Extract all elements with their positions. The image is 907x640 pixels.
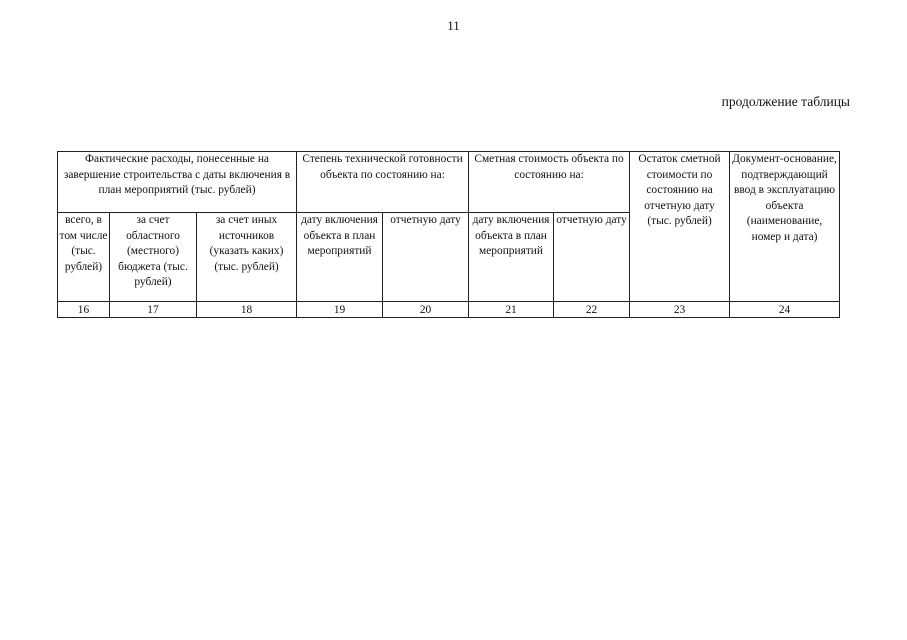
header-cost-inclusion-date: дату включения объекта в план мероприятий <box>469 213 554 302</box>
header-actual-expenses: Фактические расходы, понесенные на завершение строительства с даты включения в план мероприятий (тыс. рублей) <box>58 152 297 213</box>
column-number: 18 <box>197 302 297 318</box>
header-row-groups <box>58 152 840 213</box>
report-table <box>57 151 840 318</box>
header-estimated-cost: Сметная стоимость объекта по состоянию на: <box>469 152 630 213</box>
header-other-sources: за счет иных источников (указать каких) (тыс. рублей) <box>197 213 297 302</box>
page-number: 11 <box>447 18 460 33</box>
column-number: 16 <box>58 302 110 318</box>
header-cost-report-date: отчетную дату <box>554 213 630 302</box>
column-number: 17 <box>110 302 197 318</box>
header-remaining-cost: Остаток сметной стоимости по состоянию на отчетную дату (тыс. рублей) <box>630 152 730 302</box>
header-readiness-inclusion-date: дату включения объекта в план мероприятий <box>297 213 383 302</box>
header-readiness-report-date: отчетную дату <box>383 213 469 302</box>
column-number: 19 <box>297 302 383 318</box>
column-number: 24 <box>730 302 840 318</box>
column-number: 22 <box>554 302 630 318</box>
header-regional-budget: за счет областного (местного) бюджета (тыс. рублей) <box>110 213 197 302</box>
header-technical-readiness: Степень технической готовности объекта по состоянию на: <box>297 152 469 213</box>
column-number-row <box>58 302 840 318</box>
header-commissioning-document: Документ-основание, подтверждающий ввод в эксплуатацию объекта (наименование, номер и дата) <box>730 152 840 302</box>
header-total: всего, в том числе (тыс. рублей) <box>58 213 110 302</box>
column-number: 23 <box>630 302 730 318</box>
column-number: 20 <box>383 302 469 318</box>
continuation-label: продолжение таблицы <box>721 94 850 109</box>
column-number: 21 <box>469 302 554 318</box>
